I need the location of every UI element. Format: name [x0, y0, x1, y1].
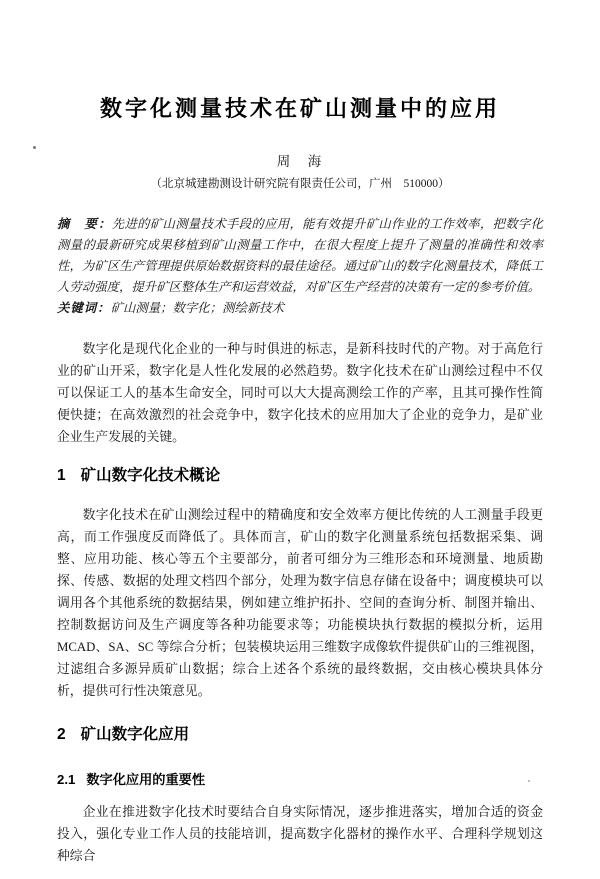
scan-artifact-dot — [528, 780, 530, 782]
section-1-heading — [57, 463, 543, 485]
section-2-number: 2 — [57, 726, 66, 743]
scan-artifact-dot — [33, 146, 36, 149]
keywords-line — [57, 298, 543, 319]
document-page — [0, 92, 600, 879]
keywords-label: 关键词： — [57, 301, 111, 315]
subsection-2-1-number: 2.1 — [57, 772, 76, 787]
intro-paragraph: 数字化是现代化企业的一种与时俱进的标志，是新科技时代的产物。对于高危行业的矿山开采，数字化是人性化发展的必然趋势。数字化技术在矿山测绘过程中不仅可以保证工人的基本生命安全，同时可以大大提高测绘工作的产率，且其可操作性简便快捷；在高效激烈的社会竞争中，数字化技术的应用加大了企业的竞争力，是矿业企业生产发展的关键。 — [57, 342, 543, 444]
abstract-text: 先进的矿山测量技术手段的应用，能有效提升矿山作业的工作效率，把数字化测量的最新研究成果移植到矿山测量工作中，在很大程度上提升了测量的准确性和效率性，为矿区生产管理提供原始数据资料的最佳途径。通过矿山的数字化测量技术，降低工人劳动强度，提升矿区整体生产和运营效益，对矿区生产经营的决策有一定的参考价值。 — [57, 217, 544, 294]
subsection-2-1-title: 数字化应用的重要性 — [86, 772, 206, 787]
subsection-2-1-paragraph: 企业在推进数字化技术时要结合自身实际情况，逐步推进落实，增加合适的资金投入，强化专业工作人员的技能培训，提高数字化器材的操作水平、合理科学规划这种综合 — [57, 805, 543, 863]
page-title: 数字化测量技术在矿山测量中的应用 — [99, 96, 500, 121]
author-name: 周 海 — [276, 154, 324, 169]
section-1-title: 矿山数字化技术概论 — [80, 467, 221, 484]
author-affiliation: （北京城建勘测设计研究院有限责任公司，广州 510000） — [150, 178, 450, 190]
abstract-label: 摘 要： — [57, 217, 112, 231]
section-2-title: 矿山数字化应用 — [80, 726, 190, 743]
abstract-paragraph — [57, 214, 543, 298]
section-1-number: 1 — [57, 467, 66, 484]
section-1-paragraph: 数字化技术在矿山测绘过程中的精确度和安全效率方便比传统的人工测量手段更高，而工作强度反而降低了。具体而言，矿山的数字化测量系统包括数据采集、调整、应用功能、核心等五个主要部分，前者可细分为三维形态和环境测量、地质勘探、传感、数据的处理文档四个部分，处理为数字信息存储在设备中；调度模块可以调用各个其他系统的数据结果，例如建立维护拓扑、空间的查询分析、制图并输出、控制数据访问及生产调度等各种功能要求等；功能模块执行数据的模拟分析，运用 MCAD、SA、SC 等综合分析；包装模块运用三维数字成像软件提供矿山的三维视图，过滤组合多源异质矿山数据；综合上述各个系统的最终数据，交由核心模块具体分析，提供可行性决策意见。 — [57, 508, 543, 698]
keywords-text: 矿山测量；数字化；测绘新技术 — [110, 301, 285, 315]
subsection-2-1-heading — [57, 769, 543, 788]
section-2-heading — [57, 722, 543, 744]
